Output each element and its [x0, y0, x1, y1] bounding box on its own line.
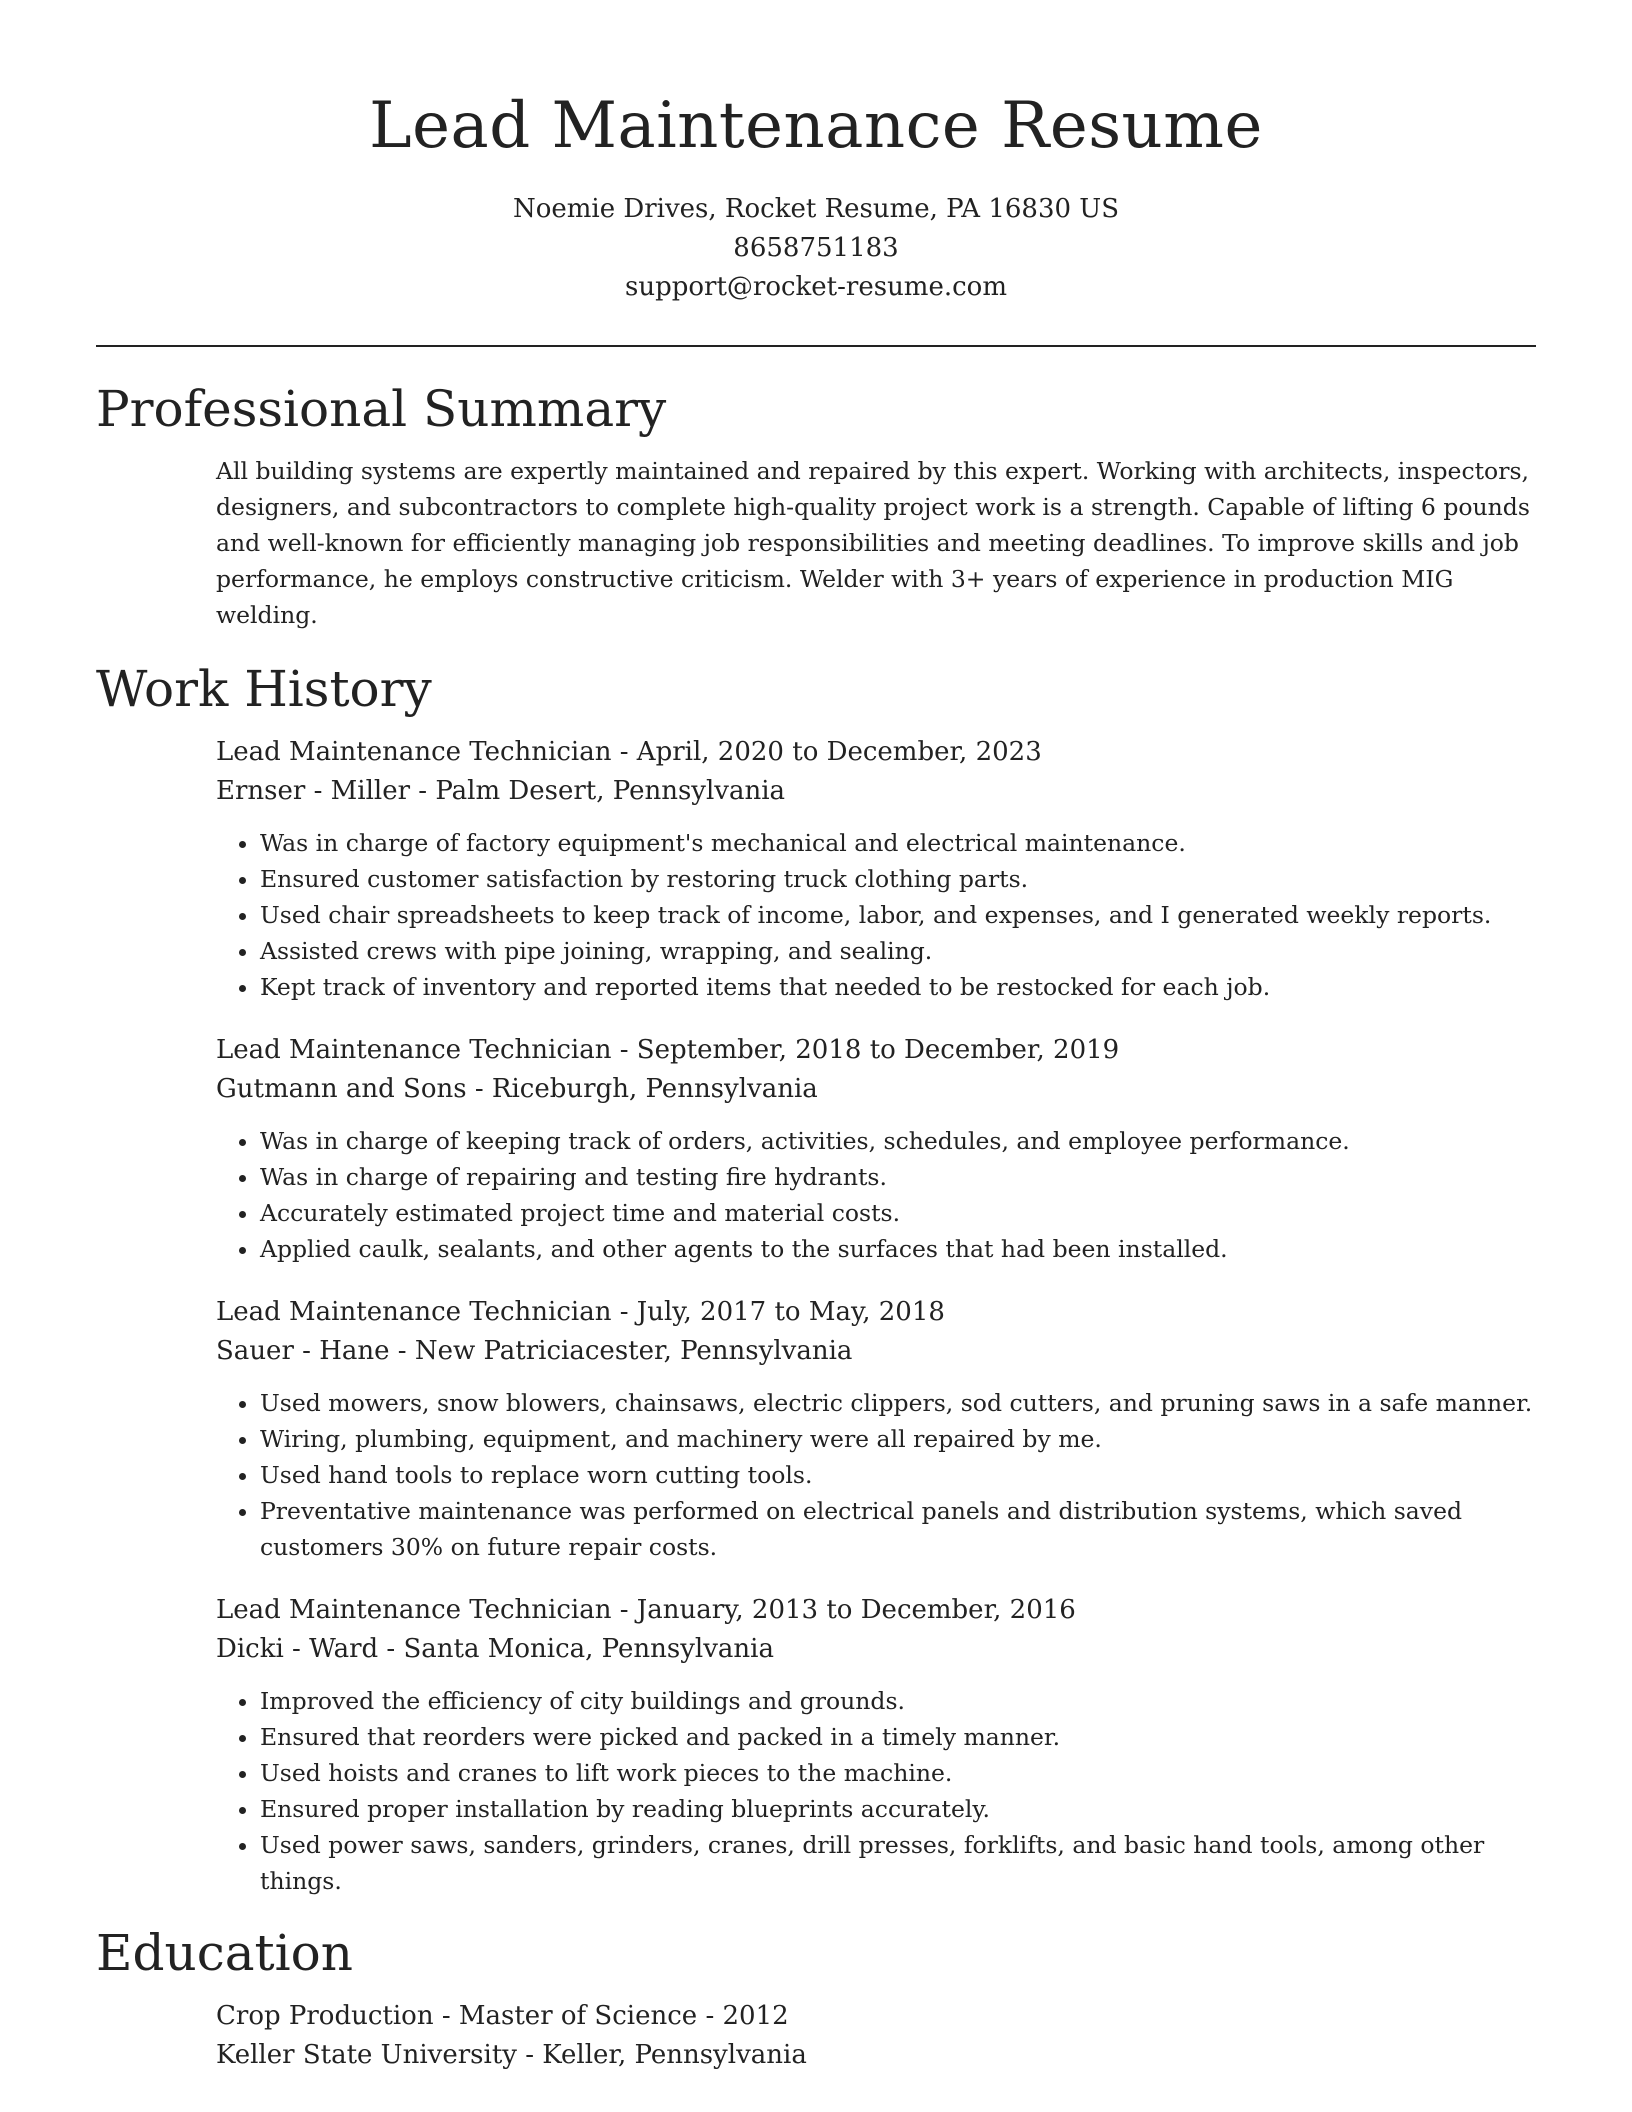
- job-company: Sauer - Hane: [216, 1336, 390, 1366]
- job-bullet: • Used hoists and cranes to lift work pieces to the machine.: [260, 1755, 1536, 1791]
- education-location: - Keller, Pennsylvania: [516, 2040, 807, 2070]
- job-bullet: • Accurately estimated project time and material costs.: [260, 1195, 1536, 1231]
- job-title-line: [216, 1031, 1536, 1070]
- job-dates: - January, 2013 to December, 2016: [611, 1595, 1076, 1625]
- summary-section: [96, 377, 1536, 633]
- job-bullet: • Was in charge of factory equipment's mechanical and electrical maintenance.: [260, 825, 1536, 861]
- job-bullets: [216, 1385, 1536, 1565]
- job-entry: [216, 1031, 1536, 1267]
- job-bullets: [216, 1683, 1536, 1899]
- job-entry: [216, 1293, 1536, 1565]
- job-bullet: • Applied caulk, sealants, and other agents to the surfaces that had been installed.: [260, 1231, 1536, 1267]
- job-bullet: • Kept track of inventory and reported items that needed to be restocked for each job.: [260, 969, 1536, 1005]
- job-company-line: [216, 1630, 1536, 1669]
- resume-title: Lead Maintenance Resume: [369, 89, 1263, 163]
- job-dates: - April, 2020 to December, 2023: [611, 737, 1042, 767]
- job-bullet: • Used chair spreadsheets to keep track of income, labor, and expenses, and I generated weekly reports.: [260, 897, 1536, 933]
- job-location: - Riceburgh, Pennsylvania: [466, 1074, 818, 1104]
- education-heading: Education: [96, 1924, 353, 1982]
- job-dates: - July, 2017 to May, 2018: [611, 1297, 945, 1327]
- job-bullet: • Was in charge of keeping track of orders, activities, schedules, and employee performance.: [260, 1123, 1536, 1159]
- job-bullet: • Ensured that reorders were picked and packed in a timely manner.: [260, 1719, 1536, 1755]
- job-title-line: [216, 1591, 1536, 1630]
- job-bullet: • Ensured customer satisfaction by restoring truck clothing parts.: [260, 861, 1536, 897]
- job-bullet: • Assisted crews with pipe joining, wrapping, and sealing.: [260, 933, 1536, 969]
- job-bullet: • Improved the efficiency of city buildings and grounds.: [260, 1683, 1536, 1719]
- job-entry: [216, 1591, 1536, 1899]
- job-bullets: [216, 825, 1536, 1005]
- job-bullet: • Preventative maintenance was performed on electrical panels and distribution systems, which saved customers 30% on future repair costs.: [260, 1493, 1536, 1565]
- job-entry: [216, 733, 1536, 1005]
- job-company: Dicki - Ward: [216, 1634, 379, 1664]
- header-divider: [96, 345, 1536, 347]
- job-bullet: • Ensured proper installation by reading blueprints accurately.: [260, 1791, 1536, 1827]
- job-bullets: [216, 1123, 1536, 1267]
- job-bullet: • Wiring, plumbing, equipment, and machinery were all repaired by me.: [260, 1421, 1536, 1457]
- contact-info: [96, 190, 1536, 307]
- contact-email: support@rocket-resume.com: [624, 272, 1007, 302]
- job-company-line: [216, 772, 1536, 811]
- job-title: Lead Maintenance Technician: [216, 737, 612, 767]
- job-company: Gutmann and Sons: [216, 1074, 467, 1104]
- job-company: Ernser - Miller: [216, 776, 411, 806]
- education-school-line: [216, 2036, 1536, 2075]
- education-section: [96, 1921, 1536, 2075]
- job-title: Lead Maintenance Technician: [216, 1595, 612, 1625]
- job-bullet: • Used mowers, snow blowers, chainsaws, electric clippers, sod cutters, and pruning saws in a safe manner.: [260, 1385, 1536, 1421]
- job-bullet: • Used power saws, sanders, grinders, cranes, drill presses, forklifts, and basic hand tools, among other things.: [260, 1827, 1536, 1899]
- education-entry: [216, 1997, 1536, 2075]
- summary-text: All building systems are expertly maintained and repaired by this expert. Working with architects, inspectors, designers, and subcontractors to complete high-quality project work is a strength. Capable of lifting 6 pounds and well-known for efficiently managing job responsibilities and meeting deadlines. To improve skills and job performance, he employs constructive criticism. Welder with 3+ years of experience in production MIG welding.: [216, 457, 1530, 629]
- job-company-line: [216, 1332, 1536, 1371]
- summary-heading: Professional Summary: [96, 380, 667, 438]
- resume-header: [96, 0, 1536, 307]
- job-title-line: [216, 1293, 1536, 1332]
- education-school: Keller State University: [216, 2040, 517, 2070]
- work-history-heading: Work History: [96, 660, 432, 718]
- job-bullet: • Was in charge of repairing and testing fire hydrants.: [260, 1159, 1536, 1195]
- contact-address: Noemie Drives, Rocket Resume, PA 16830 US: [512, 194, 1120, 224]
- work-history-section: [96, 657, 1536, 1899]
- job-location: - Santa Monica, Pennsylvania: [378, 1634, 774, 1664]
- job-location: - Palm Desert, Pennsylvania: [410, 776, 786, 806]
- job-location: - New Patriciacester, Pennsylvania: [389, 1336, 853, 1366]
- education-degree-line: Crop Production - Master of Science - 2012: [216, 2001, 789, 2031]
- job-bullet: • Used hand tools to replace worn cutting tools.: [260, 1457, 1536, 1493]
- job-title: Lead Maintenance Technician: [216, 1035, 612, 1065]
- job-dates: - September, 2018 to December, 2019: [611, 1035, 1120, 1065]
- job-title-line: [216, 733, 1536, 772]
- job-company-line: [216, 1070, 1536, 1109]
- contact-phone: 8658751183: [733, 233, 899, 263]
- job-title: Lead Maintenance Technician: [216, 1297, 612, 1327]
